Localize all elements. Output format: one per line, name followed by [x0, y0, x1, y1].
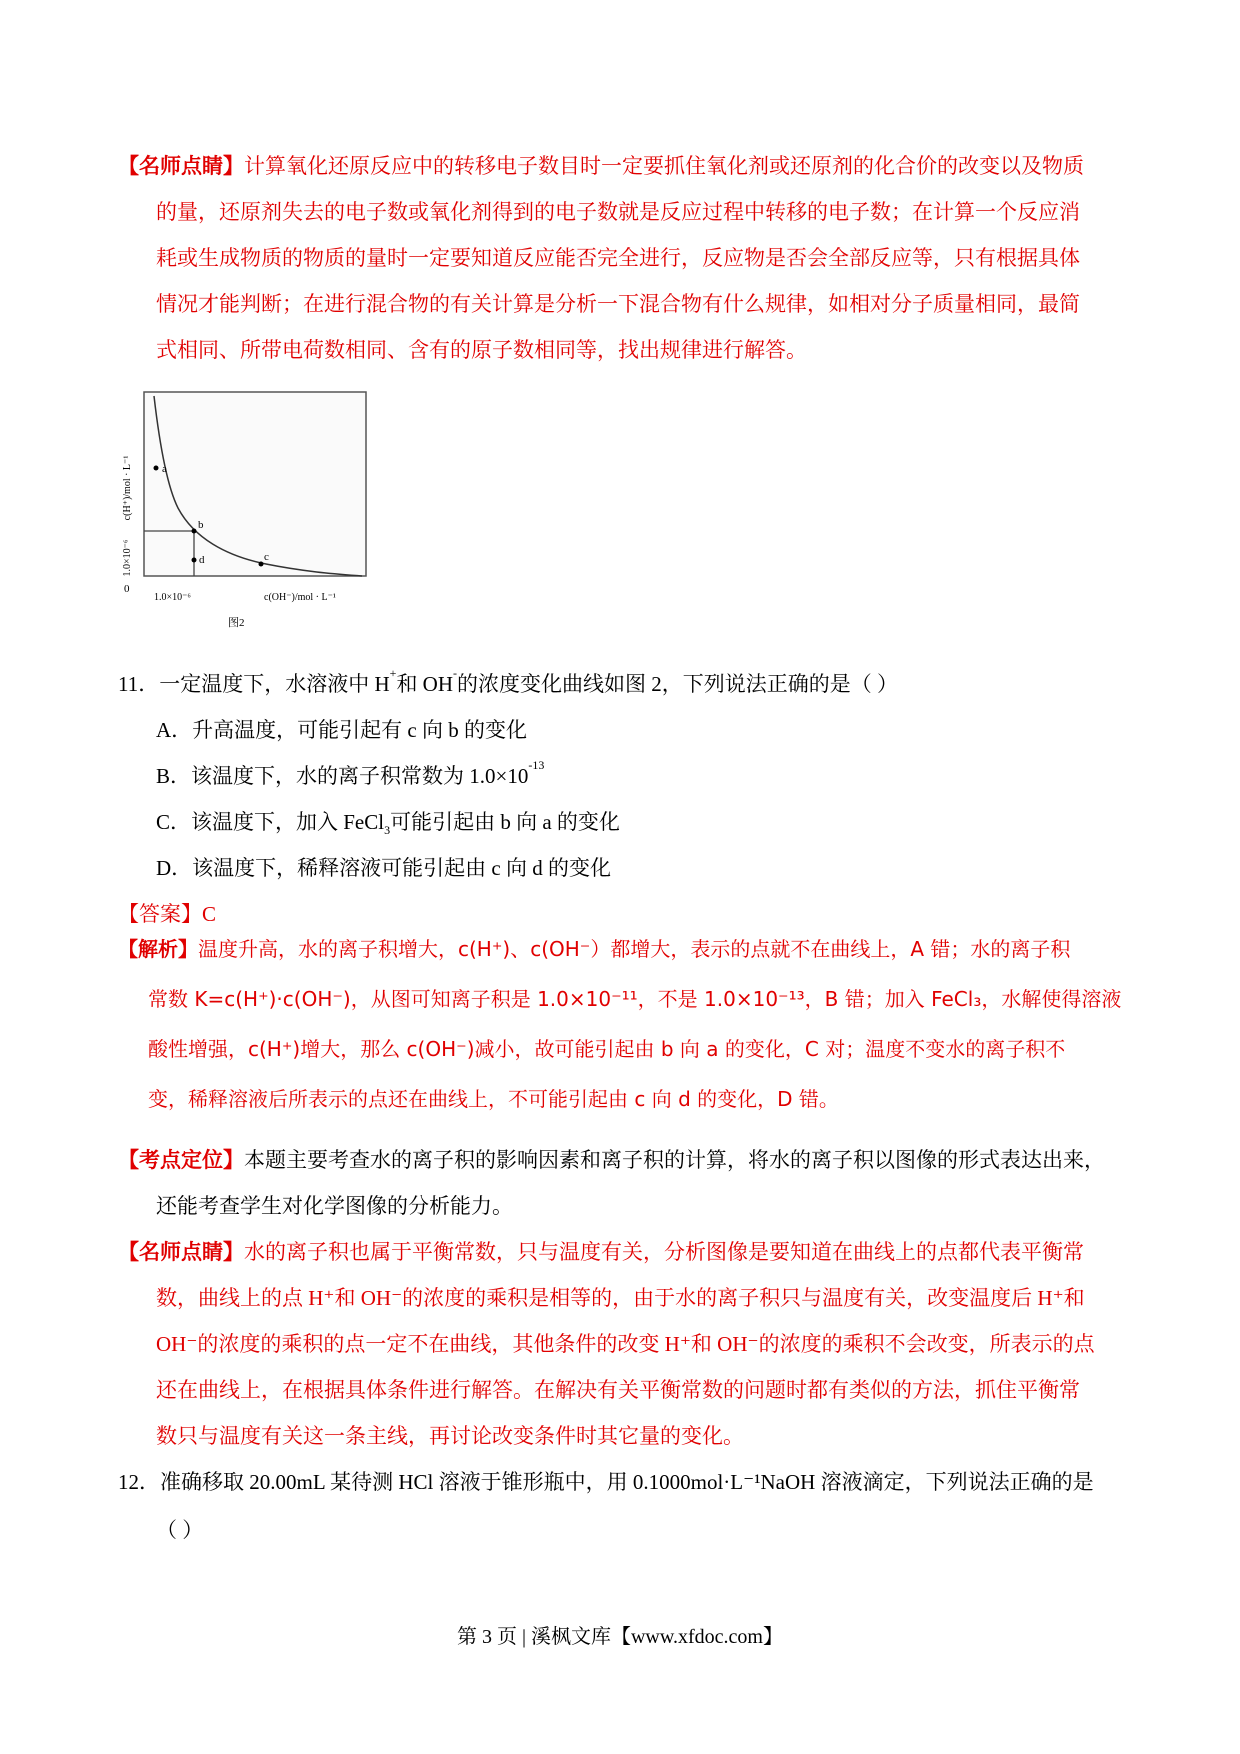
figure-2: [116, 388, 372, 634]
tip1-line-2: 的量，还原剂失去的电子数或氧化剂得到的电子数就是反应过程中转移的电子数；在计算一个反应消: [156, 200, 1080, 224]
label-a: a: [162, 463, 167, 475]
y-axis-label: c(H⁺)/mol · L⁻¹: [122, 455, 133, 521]
point-d: [192, 558, 197, 563]
tip1-line-5: 式相同、所带电荷数相同、含有的原子数相同等，找出规律进行解答。: [156, 338, 807, 362]
tip1-line-4: 情况才能判断；在进行混合物的有关计算是分析一下混合物有什么规律，如相对分子质量相同，最简: [156, 292, 1080, 316]
analysis-line-3: 酸性增强，c(H⁺)增大，那么 c(OH⁻)减小，故可能引起由 b 向 a 的变化，C 对；温度不变水的离子积不: [148, 1037, 1066, 1061]
tip1-line-3: 耗或生成物质的物质的量时一定要知道反应能否完全进行，反应物是否会全部反应等，只有根据具体: [156, 246, 1080, 270]
plot-frame: [144, 392, 366, 576]
figure-caption: 图2: [228, 617, 245, 629]
q11-option-d: D．该温度下，稀释溶液可能引起由 c 向 d 的变化: [156, 856, 611, 880]
page-footer: 第 3 页 | 溪枫文库【www.xfdoc.com】: [456, 1626, 783, 1648]
tip2-line-2: 数，曲线上的点 H⁺和 OH⁻的浓度的乘积是相等的，由于水的离子积只与温度有关，改变温度后 H⁺和: [156, 1286, 1085, 1310]
tip2-line-4: 还在曲线上，在根据具体条件进行解答。在解决有关平衡常数的问题时都有类似的方法，抓住平衡常: [156, 1378, 1080, 1402]
tip2-line-1: 【名师点睛】水的离子积也属于平衡常数，只与温度有关，分析图像是要知道在曲线上的点都代表平衡常: [118, 1240, 1084, 1264]
y-tick-label: 1.0×10⁻⁶: [122, 539, 133, 577]
kaodian-line-1: 【考点定位】本题主要考查水的离子积的影响因素和离子积的计算，将水的离子积以图像的形式表达出来，: [118, 1148, 1105, 1172]
analysis-line-4: 变，稀释溶液后所表示的点还在曲线上，不可能引起由 c 向 d 的变化，D 错。: [148, 1087, 839, 1111]
analysis-line-1: 【解析】温度升高，水的离子积增大，c(H⁺)、c(OH⁻）都增大，表示的点就不在曲线上，A 错；水的离子积: [118, 937, 1071, 961]
figure-2-graph: [116, 388, 372, 634]
tip2-line-3: OH⁻的浓度的乘积的点一定不在曲线，其他条件的改变 H⁺和 OH⁻的浓度的乘积不会改变，所表示的点: [156, 1332, 1095, 1356]
point-b: [192, 529, 197, 534]
q12-line-2: （ ）: [156, 1518, 204, 1542]
x-tick-label: 1.0×10⁻⁶: [154, 592, 191, 603]
tip2-line-5: 数只与温度有关这一条主线，再讨论改变条件时其它量的变化。: [156, 1424, 744, 1448]
label-c: c: [264, 551, 269, 563]
analysis-tag: 【解析】: [118, 937, 198, 961]
label-b: b: [198, 519, 204, 531]
tip2-tag: 【名师点睛】: [118, 1240, 244, 1264]
q11-option-c: C．该温度下，加入 FeCl$_3$可能引起由 b 向 a 的变化: [156, 810, 620, 838]
tip1-line-1: 【名师点睛】计算氧化还原反应中的转移电子数目时一定要抓住氧化剂或还原剂的化合价的改变以及物质: [118, 154, 1084, 178]
label-d: d: [199, 554, 205, 566]
point-a: [154, 466, 159, 471]
q12-line-1: 12．准确移取 20.00mL 某待测 HCl 溶液于锥形瓶中，用 0.1000mol·L⁻¹NaOH 溶液滴定，下列说法正确的是: [118, 1470, 1094, 1494]
x-axis-label: c(OH⁻)/mol · L⁻¹: [264, 592, 336, 603]
q11-option-a: A．升高温度，可能引起有 c 向 b 的变化: [156, 718, 527, 742]
point-c: [259, 562, 264, 567]
tip1-tag: 【名师点睛】: [118, 154, 244, 178]
answer-tag: 【答案】: [118, 902, 202, 926]
kaodian-line-2: 还能考查学生对化学图像的分析能力。: [156, 1194, 513, 1218]
q11-stem: 11．一定温度下，水溶液中 H+和 OH-的浓度变化曲线如图 2，下列说法正确的是（ ）: [118, 666, 899, 696]
answer-value: C: [202, 902, 217, 926]
kaodian-tag: 【考点定位】: [118, 1148, 244, 1172]
q11-option-b: B．该温度下，水的离子积常数为 $1.0\times 10^{-13}$: [156, 758, 545, 788]
origin-label: 0: [124, 583, 130, 595]
analysis-line-2: 常数 K=c(H⁺)·c(OH⁻)，从图可知离子积是 1.0×10⁻¹¹，不是 1.0×10⁻¹³，B 错；加入 FeCl₃，水解使得溶液: [148, 987, 1122, 1011]
